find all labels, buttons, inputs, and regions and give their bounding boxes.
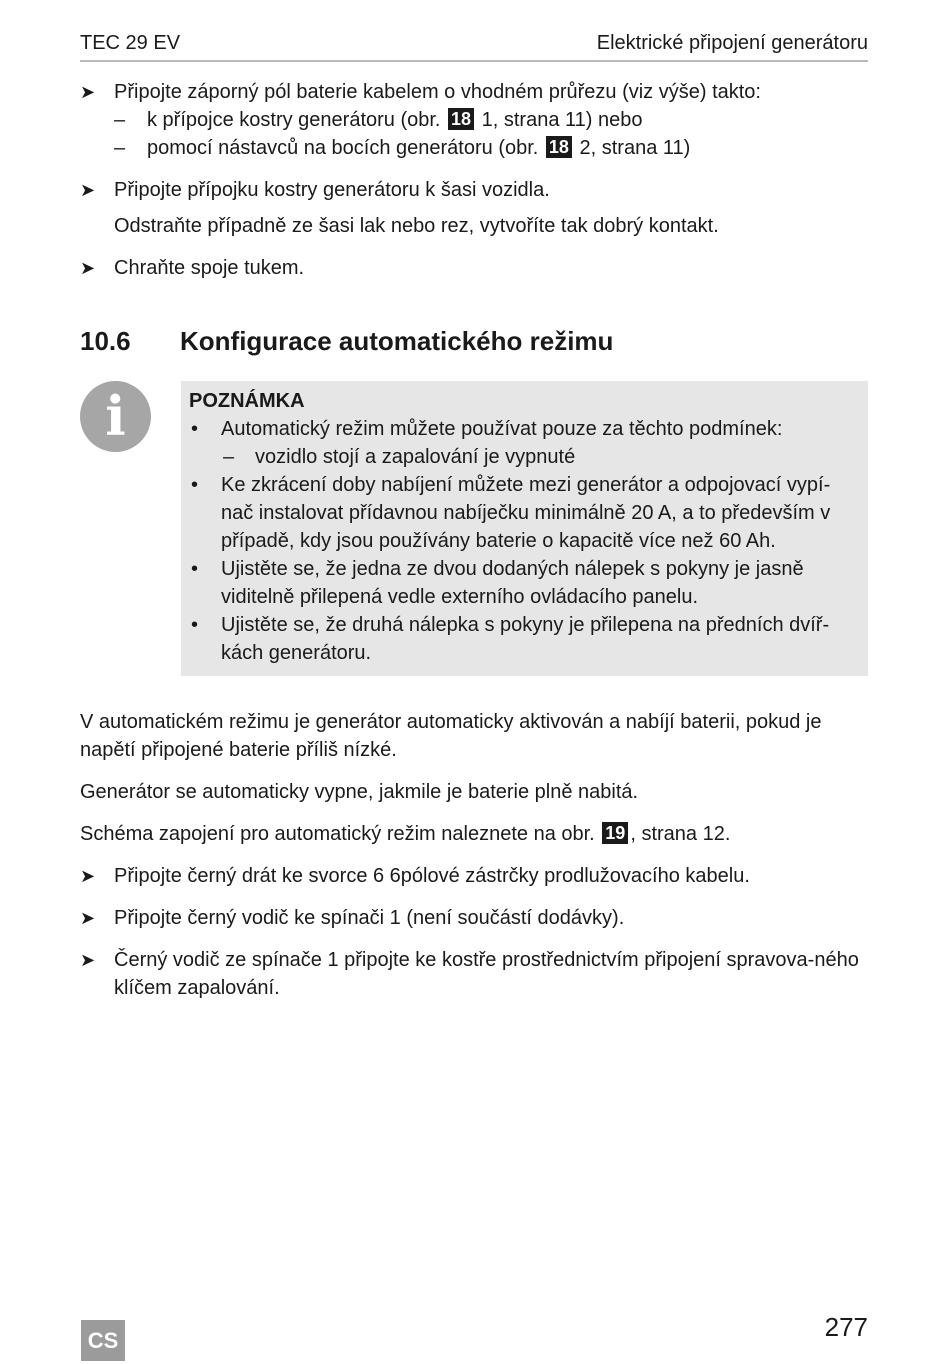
section-title: Konfigurace automatického režimu (180, 326, 614, 356)
step-item (80, 176, 870, 204)
note-box (181, 381, 868, 676)
arrow-bullet-icon: ➤ (80, 866, 96, 886)
dash-bullet: – (223, 446, 235, 468)
body-text (80, 708, 870, 1002)
header-chapter: Elektrické připojení generátoru (596, 32, 868, 54)
sub-list-item (80, 134, 870, 162)
arrow-bullet-icon: ➤ (80, 180, 96, 200)
note-bullet-text: Ujistěte se, že jedna ze dvou dodaných nálepek s pokyny je jasně viditelně přilepená vedle externího ovládacího panelu. (221, 558, 804, 608)
note-bullet-text: Automatický režim můžete používat pouze za těchto podmínek: (221, 418, 783, 440)
section-number: 10.6 (80, 326, 131, 356)
note-bullet (189, 611, 860, 667)
paragraph-text-post: , strana 12. (630, 823, 731, 845)
figure-ref-badge: 18 (546, 136, 572, 158)
note-bullet-text: Ke zkrácení doby nabíjení můžete mezi generátor a odpojovací vypí-nač instalovat přídavnou nabíječku minimálně 20 A, a to především v případě, kdy jsou používány baterie o kapacitě více než 60 Ah. (221, 474, 831, 552)
step-item (80, 946, 870, 1002)
note-bullet (189, 415, 860, 443)
dash-bullet: – (114, 137, 126, 159)
step-text: Chraňte spoje tukem. (114, 257, 305, 279)
step-note: Odstraňte případně ze šasi lak nebo rez, vytvoříte tak dobrý kontakt. (114, 215, 719, 237)
step-item (80, 254, 870, 282)
step-text: Připojte černý vodič ke spínači 1 (není součástí dodávky). (114, 907, 625, 929)
note-sub-item (189, 443, 860, 471)
bullet-dot: • (191, 418, 199, 440)
header-model: TEC 29 EV (80, 32, 181, 54)
bullet-dot: • (191, 474, 199, 496)
figure-ref-badge: 18 (448, 108, 474, 130)
sub-list-item (80, 106, 870, 134)
step-text: Připojte černý drát ke svorce 6 6pólové zástrčky prodlužovacího kabelu. (114, 865, 750, 887)
arrow-bullet-icon: ➤ (80, 908, 96, 928)
note-bullet (189, 555, 860, 611)
note-sub-text: vozidlo stojí a zapalování je vypnuté (255, 446, 576, 468)
page-header (80, 28, 868, 62)
step-text: Připojte záporný pól baterie kabelem o vhodném průřezu (viz výše) takto: (114, 81, 761, 103)
sub-list (80, 106, 870, 162)
arrow-bullet-icon: ➤ (80, 258, 96, 278)
arrow-bullet-icon: ➤ (80, 82, 96, 102)
bullet-dot: • (191, 614, 199, 636)
step-item (80, 904, 870, 932)
paragraph-text-pre: Schéma zapojení pro automatický režim naleznete na obr. (80, 823, 595, 845)
sub-text-pre: k přípojce kostry generátoru (obr. (147, 109, 441, 131)
step-item (80, 862, 870, 890)
arrow-bullet-icon: ➤ (80, 950, 96, 970)
top-steps (80, 78, 870, 282)
sub-text-post: 1, strana 11) nebo (481, 109, 643, 131)
page-number: 277 (824, 1312, 868, 1342)
info-icon: i (80, 381, 151, 452)
dash-bullet: – (114, 109, 126, 131)
bullet-dot: • (191, 558, 199, 580)
note-bullet (189, 471, 860, 555)
language-badge: CS (81, 1320, 125, 1361)
note-title: POZNÁMKA (189, 390, 305, 412)
sub-text-post: 2, strana 11) (579, 137, 691, 159)
step-text: Černý vodič ze spínače 1 připojte ke kostře prostřednictvím připojení spravova-ného klíčem zapalování. (114, 949, 859, 999)
paragraph (80, 820, 870, 848)
figure-ref-badge: 19 (602, 822, 628, 844)
step-item (80, 78, 870, 106)
paragraph: Generátor se automaticky vypne, jakmile je baterie plně nabitá. (80, 781, 639, 803)
note-bullet-text: Ujistěte se, že druhá nálepka s pokyny je přilepena na předních dvíř-kách generátoru. (221, 614, 830, 664)
paragraph: V automatickém režimu je generátor automaticky aktivován a nabíjí baterii, pokud je napětí připojené baterie příliš nízké. (80, 711, 822, 761)
step-text: Připojte přípojku kostry generátoru k šasi vozidla. (114, 179, 550, 201)
sub-text-pre: pomocí nástavců na bocích generátoru (obr. (147, 137, 539, 159)
